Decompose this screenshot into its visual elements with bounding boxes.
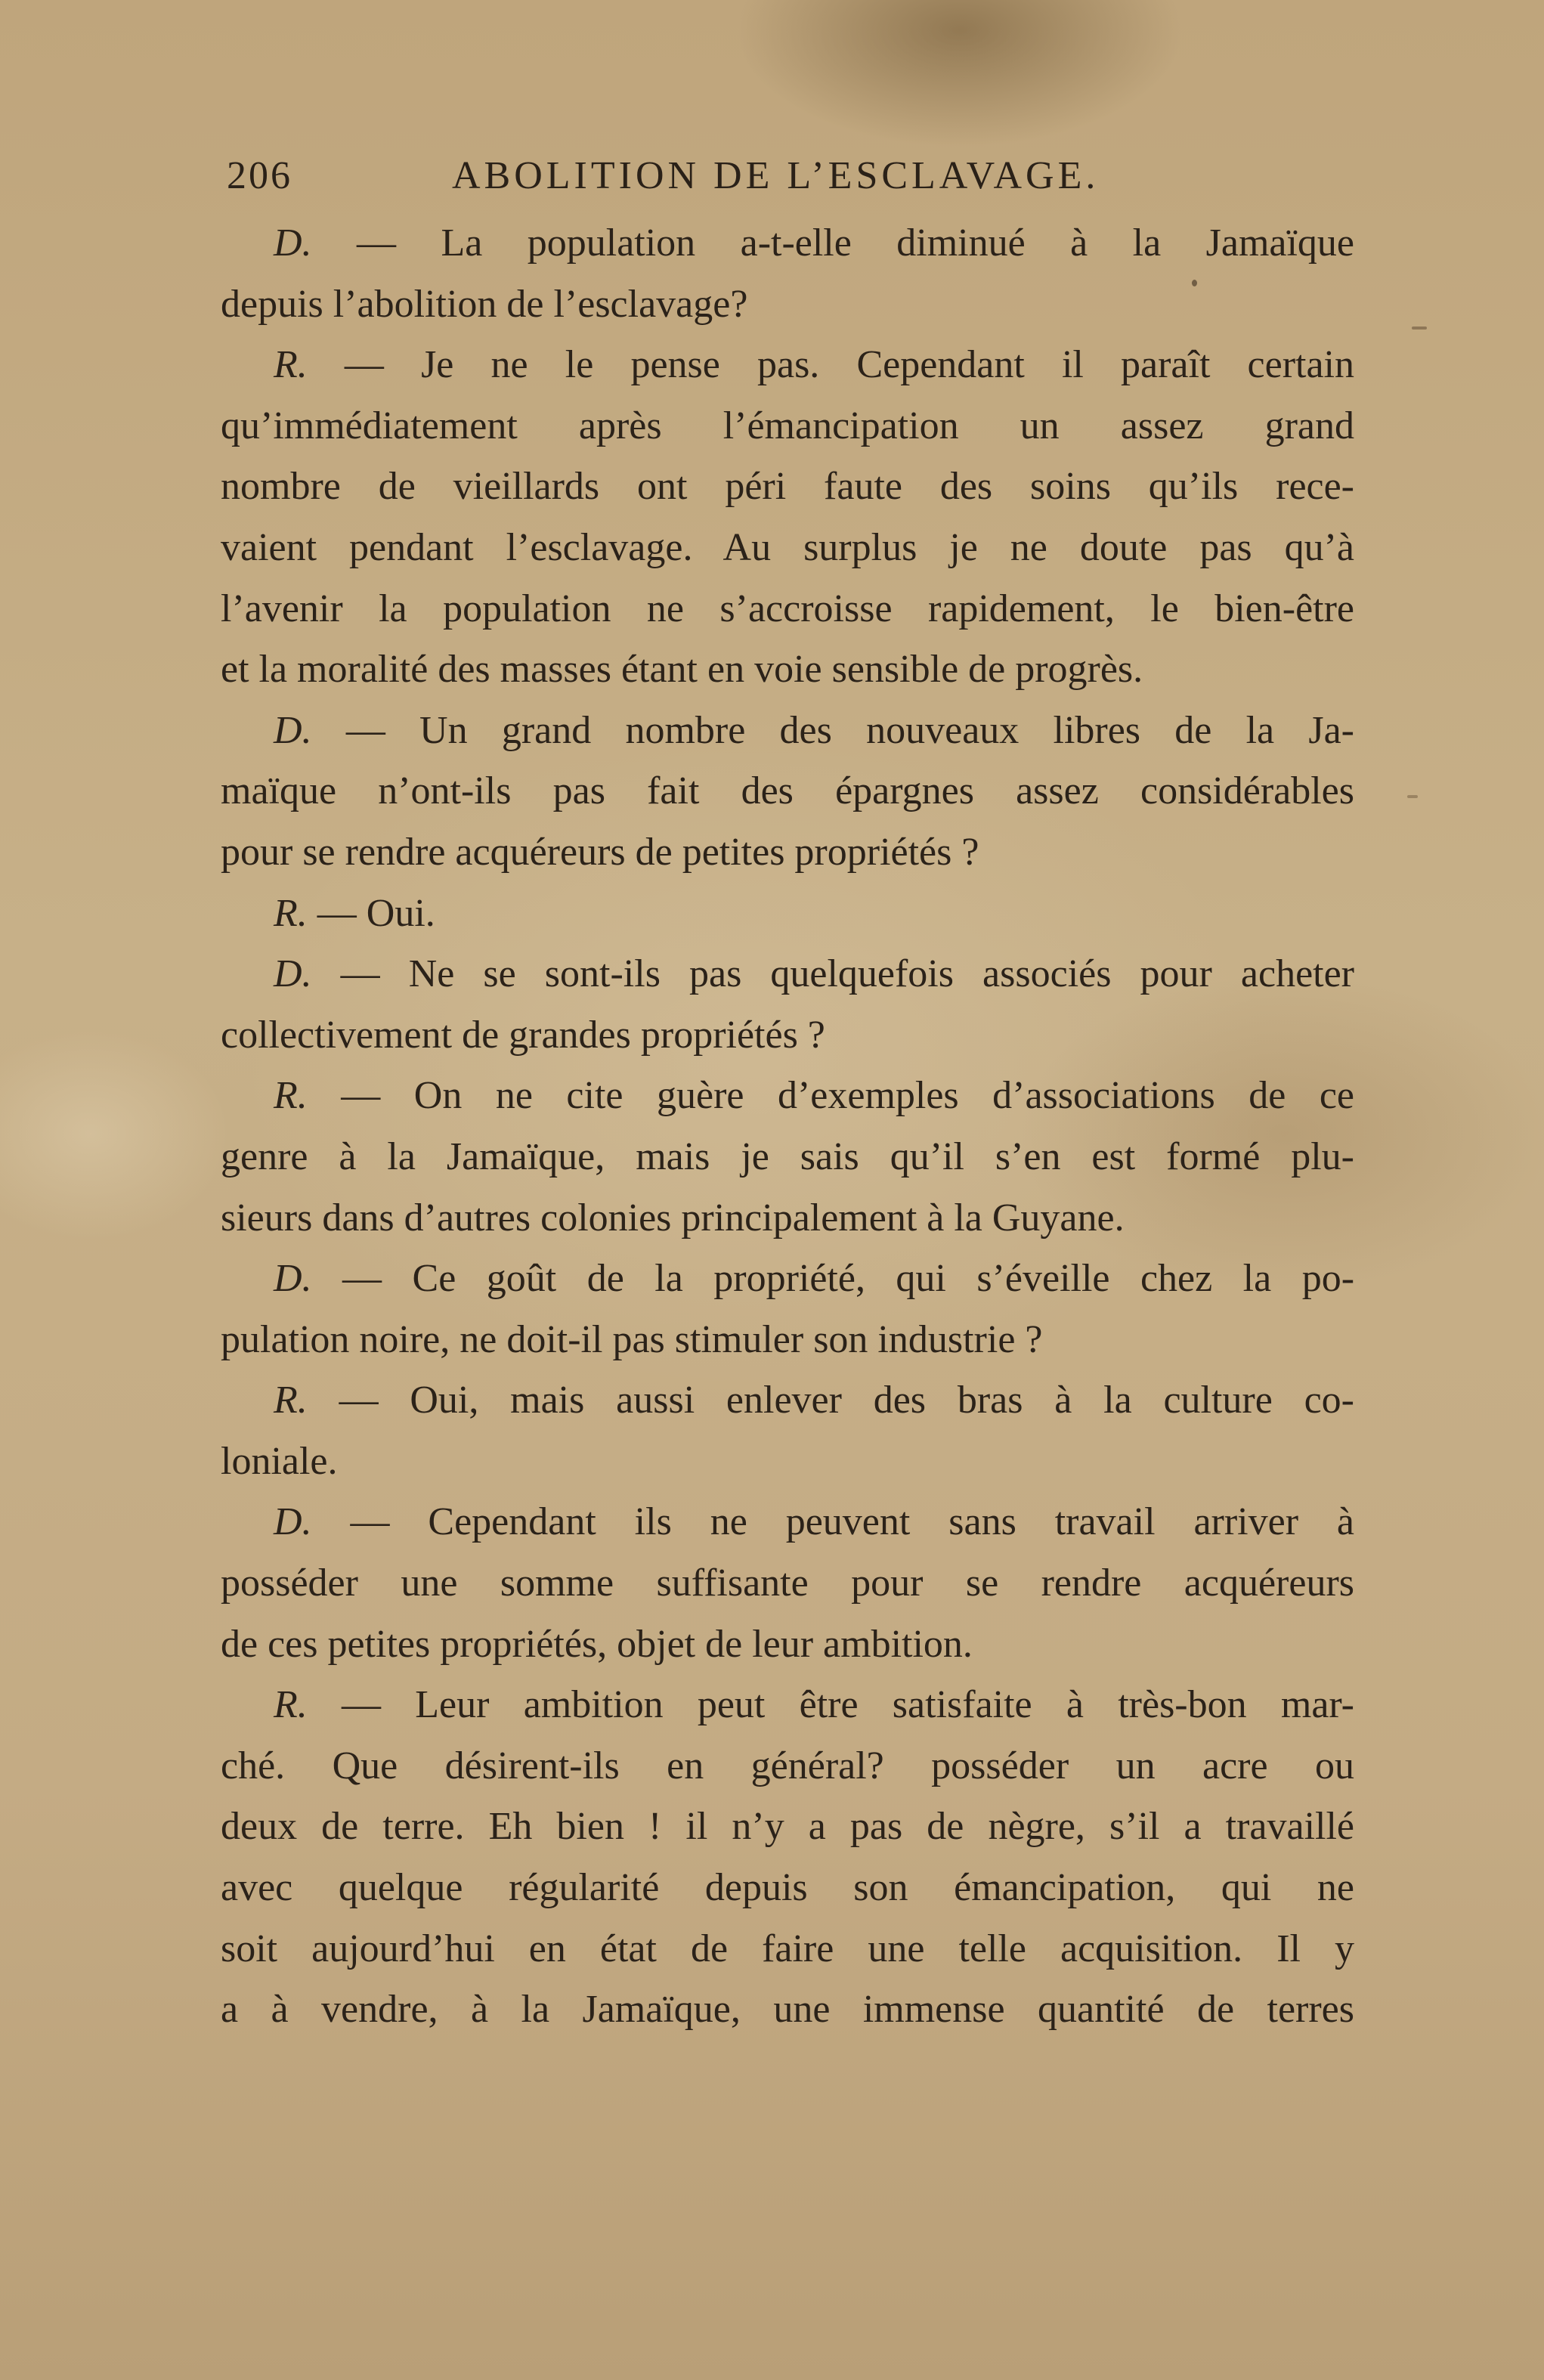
line-text: — Leur ambition peut être satisfaite à très-bon mar- [342,1683,1354,1727]
line-text: — Ce goût de la propriété, qui s’éveille chez la po- [342,1257,1355,1301]
text-line [221,396,1354,457]
running-header [227,150,1134,203]
dialogue-paragraph [221,335,1354,701]
line-text: maïque n’ont-ils pas fait des épargnes assez considérables [221,769,1354,813]
line-text: — Oui. [317,891,435,935]
text-line [221,579,1354,640]
line-text: nombre de vieillards ont péri faute des soins qu’ils rece- [221,465,1354,509]
line-text: avec quelque régularité depuis son émancipation, qui ne [221,1866,1354,1910]
text-line [221,701,1354,762]
speaker-label: D. [274,708,312,752]
speaker-label: D. [274,1500,312,1544]
text-line [221,1858,1354,1919]
dialogue-paragraph [221,1066,1354,1249]
line-text: — On ne cite guère d’exemples d’associations de ce [341,1074,1355,1118]
speaker-label: D. [274,952,312,996]
speaker-label: R. [274,1379,308,1422]
text-line [221,1249,1354,1310]
dialogue-text [221,213,1354,2041]
dialogue-paragraph [221,1492,1354,1675]
text-line [221,1431,1354,1493]
dialogue-paragraph [221,884,1354,945]
speaker-label: R. [274,343,308,387]
text-line [221,1736,1354,1797]
text-line [221,1005,1354,1066]
text-line [221,1188,1354,1249]
line-text: — Ne se sont-ils pas quelquefois associés pour acheter [340,952,1354,996]
line-text: — Oui, mais aussi enlever des bras à la culture co- [339,1379,1354,1422]
text-line [221,1797,1354,1858]
dialogue-paragraph [221,1675,1354,2041]
text-line [221,1675,1354,1736]
text-line [221,944,1354,1005]
speaker-label: D. [274,1257,312,1301]
line-text: vaient pendant l’esclavage. Au surplus je ne doute pas qu’à [221,525,1354,569]
text-line [221,1310,1354,1371]
text-line [221,518,1354,579]
speaker-label: D. [274,221,312,265]
text-line [221,639,1354,701]
running-title: ABOLITION DE L’ESCLAVAGE. [452,154,1100,197]
text-line [221,1553,1354,1614]
line-text: pour se rendre acquéreurs de petites propriétés ? [221,830,979,874]
line-text: — Un grand nombre des nouveaux libres de la Ja- [345,708,1355,752]
line-text: pulation noire, ne doit-il pas stimuler son industrie ? [221,1317,1043,1361]
speaker-label: R. [274,891,308,935]
line-text: et la moralité des masses étant en voie sensible de progrès. [221,648,1143,692]
line-text: — Cependant ils ne peuvent sans travail arriver à [350,1500,1355,1544]
text-line [221,1066,1354,1127]
text-line [221,884,1354,945]
text-line [221,1492,1354,1553]
dialogue-paragraph [221,213,1354,335]
dialogue-paragraph [221,1249,1354,1370]
line-text: deux de terre. Eh bien ! il n’y a pas de nègre, s’il a travaillé [221,1805,1354,1849]
dialogue-paragraph [221,701,1354,884]
text-line [221,822,1354,884]
line-text: soit aujourd’hui en état de faire une telle acquisition. Il y [221,1927,1354,1970]
text-line [221,213,1354,274]
text-line [221,1127,1354,1188]
line-text: de ces petites propriétés, objet de leur ambition. [221,1622,973,1666]
line-text: collectivement de grandes propriétés ? [221,1013,825,1057]
line-text: qu’immédiatement après l’émancipation un assez grand [221,404,1354,447]
line-text: sieurs dans d’autres colonies principalement à la Guyane. [221,1196,1125,1240]
text-line [221,274,1354,336]
text-line [221,457,1354,518]
line-text: — La population a-t-elle diminué à la Jamaïque [357,221,1354,265]
text-line [221,1614,1354,1676]
speaker-label: R. [274,1683,308,1727]
speaker-label: R. [274,1074,308,1118]
line-text: l’avenir la population ne s’accroisse rapidement, le bien-être [221,586,1354,630]
line-text: — Je ne le pense pas. Cependant il paraît certain [344,343,1354,387]
page-number: 206 [227,154,292,197]
line-text: loniale. [221,1439,338,1483]
text-line [221,1919,1354,1980]
text-line [221,761,1354,822]
line-text: ché. Que désirent-ils en général? posséder un acre ou [221,1744,1354,1787]
dialogue-paragraph [221,944,1354,1066]
ink-speck [1407,795,1418,798]
line-text: genre à la Jamaïque, mais je sais qu’il s’en est formé plu- [221,1134,1354,1178]
text-line [221,335,1354,396]
text-line [221,1979,1354,2041]
ink-speck [1412,327,1427,330]
line-text: a à vendre, à la Jamaïque, une immense quantité de terres [221,1988,1354,2032]
text-line [221,1370,1354,1431]
line-text: posséder une somme suffisante pour se rendre acquéreurs [221,1561,1354,1605]
line-text: depuis l’abolition de l’esclavage? [221,282,748,326]
dialogue-paragraph [221,1370,1354,1492]
